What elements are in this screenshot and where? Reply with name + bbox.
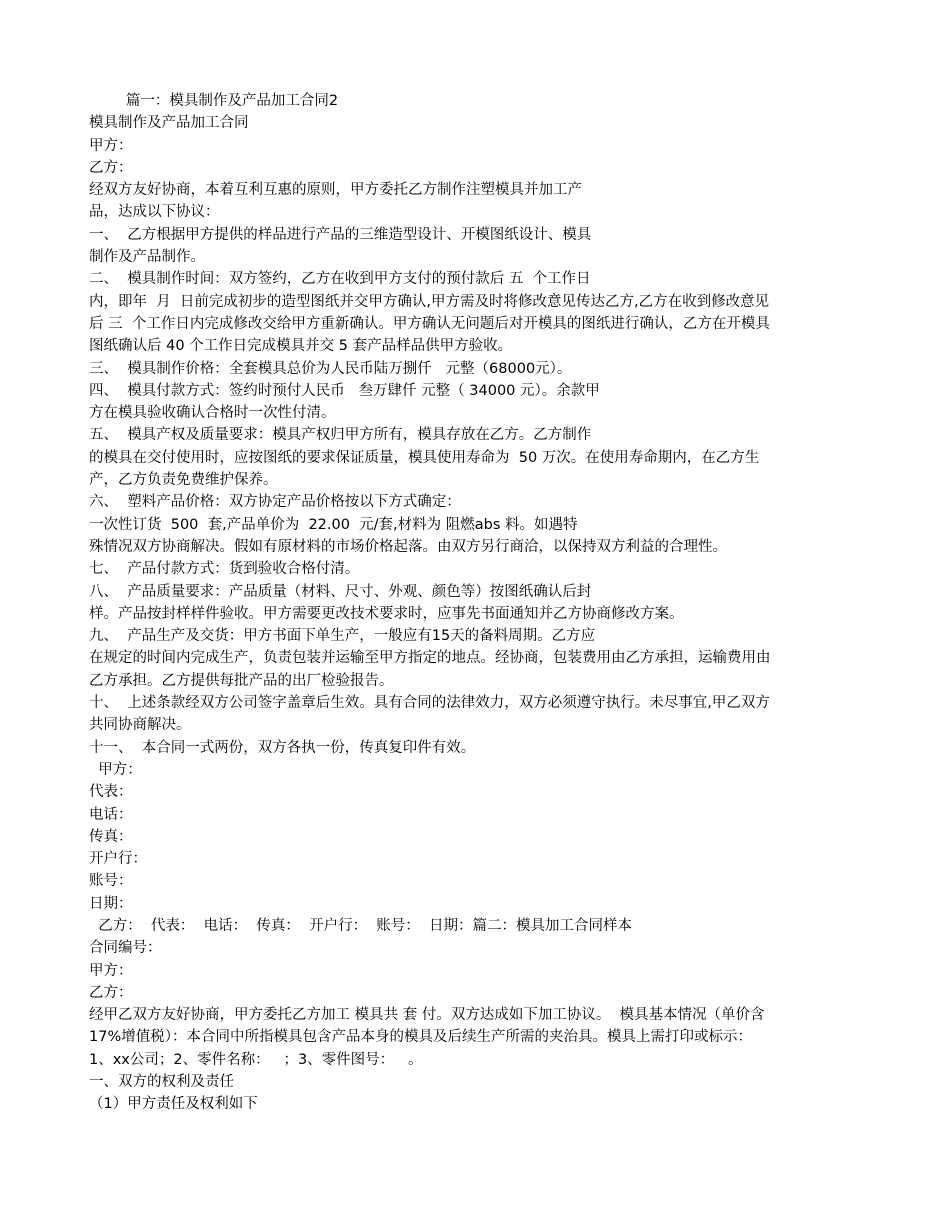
clause-5: 五、 模具产权及质量要求：模具产权归甲方所有，模具存放在乙方。乙方制作 (89, 427, 592, 444)
section-heading: 篇一：模具制作及产品加工合同2 (89, 93, 339, 109)
party-b-label: 乙方： (89, 159, 133, 176)
clause-10: 十、 上述条款经双方公司签字盖章后生效。具有合同的法律效力，双方必须遵守执行。未尽事宜,甲乙双方 (89, 695, 770, 712)
signature-bank: 开户行： (89, 851, 147, 868)
mold-marking-text: 1、xx公司；2、零件名称： ；3、零件图号： 。 (89, 1051, 423, 1068)
signature-account: 账号： (89, 873, 133, 890)
clause-3: 三、 模具制作价格：全套模具总价为人民币陆万捌仟 元整（68000元）。 (89, 360, 572, 377)
clause-2: 内，即年 月 日前完成初步的造型图纸并交甲方确认,甲方需及时将修改意见传达乙方,乙方在收到修改意见 (89, 293, 770, 310)
clause-2: 图纸确认后 40 个工作日完成模具并交 5 套产品样品供甲方验收。 (89, 338, 513, 355)
signature-party-b: 乙方： 代表： 电话： 传真： 开户行： 账号： 日期：篇二：模具加工合同样本 (89, 917, 633, 934)
party-a-rights-heading: （1）甲方责任及权利如下 (89, 1096, 258, 1113)
clause-9: 九、 产品生产及交货：甲方书面下单生产，一般应有15天的备料周期。乙方应 (89, 628, 596, 645)
signature-fax: 传真： (89, 828, 133, 845)
clause-11: 十一、 本合同一式两份，双方各执一份，传真复印件有效。 (89, 739, 476, 756)
clause-5: 的模具在交付使用时，应按图纸的要求保证质量，模具使用寿命为 50 万次。在使用寿命期内，在乙方生 (89, 449, 760, 466)
clause-1: 一、 乙方根据甲方提供的样品进行产品的三维造型设计、开模图纸设计、模具 (89, 226, 592, 243)
contract-document (89, 90, 869, 1116)
clause-6: 殊情况双方协商解决。假如有原材料的市场价格起落。由双方另行商洽，以保持双方利益的合理性。 (89, 538, 727, 555)
clause-7: 七、 产品付款方式：货到验收合格付清。 (89, 561, 360, 578)
clause-10: 共同协商解决。 (89, 717, 191, 734)
intro-text: 品，达成以下协议： (89, 204, 220, 221)
signature-party-a: 甲方： (89, 761, 142, 778)
party-a-label: 甲方： (89, 962, 133, 979)
contract-number-label: 合同编号： (89, 940, 162, 957)
signature-phone: 电话： (89, 806, 133, 823)
clause-8: 样。产品按封样样件验收。甲方需要更改技术要求时，应事先书面通知并乙方协商修改方案。 (89, 605, 684, 622)
clause-9: 在规定的时间内完成生产，负责包装并运输至甲方指定的地点。经协商，包装费用由乙方承担，运输费用由 (89, 650, 771, 667)
contract-title: 模具制作及产品加工合同 (89, 115, 249, 132)
clause-2: 后 三 个工作日内完成修改交给甲方重新确认。甲方确认无问题后对开模具的图纸进行确认，乙方在开模具 (89, 315, 770, 332)
sample-intro-text: 17%增值税）：本合同中所指模具包含产品本身的模具及后续生产所需的夹治具。模具上需打印或标示： (89, 1029, 752, 1046)
party-a-label: 甲方： (89, 137, 133, 154)
clause-5: 产，乙方负责免费维护保养。 (89, 472, 278, 489)
clause-9: 乙方承担。乙方提供每批产品的出厂检验报告。 (89, 672, 394, 689)
clause-4: 方在模具验收确认合格时一次性付清。 (89, 405, 336, 422)
clause-6: 一次性订货 500 套,产品单价为 22.00 元/套,材料为 阻燃abs 料。如遇特 (89, 516, 578, 533)
signature-date: 日期： (89, 895, 133, 912)
sample-intro-text: 经甲乙双方友好协商，甲方委托乙方加工 模具共 套 付。双方达成如下加工协议。 模具基本情况（单价含 (89, 1007, 765, 1024)
clause-6: 六、 塑料产品价格：双方协定产品价格按以下方式确定： (89, 494, 461, 511)
signature-representative: 代表： (89, 784, 133, 801)
rights-heading: 一、双方的权利及责任 (89, 1074, 234, 1091)
clause-2: 二、 模具制作时间：双方签约，乙方在收到甲方支付的预付款后 五 个工作日 (89, 271, 591, 288)
party-b-label: 乙方： (89, 984, 133, 1001)
clause-1: 制作及产品制作。 (89, 249, 205, 266)
clause-8: 八、 产品质量要求：产品质量（材料、尺寸、外观、颜色等）按图纸确认后封 (89, 583, 592, 600)
intro-text: 经双方友好协商，本着互利互惠的原则，甲方委托乙方制作注塑模具并加工产 (89, 182, 582, 199)
clause-4: 四、 模具付款方式：签约时预付人民币 叁万肆仟 元整（ 34000 元）。余款甲 (89, 382, 600, 399)
